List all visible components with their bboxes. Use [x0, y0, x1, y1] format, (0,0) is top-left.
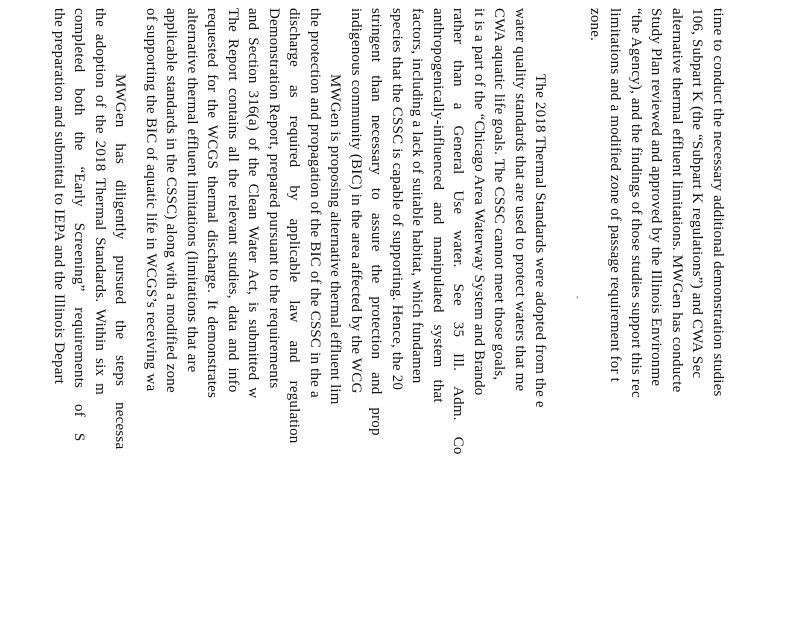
- separator-mark-glyph: -: [573, 296, 583, 299]
- text-line: 106, Subpart K (the “Subpart K regulations”) and CWA Sec: [689, 8, 706, 379]
- text-line: alternative thermal effluent limitations. MWGen has conducte: [669, 8, 685, 393]
- text-line: alternative thermal effluent limitations (limitations that are: [184, 8, 200, 373]
- text-line: the protection and propagation of the BIC of the CSSC in the a: [307, 8, 323, 398]
- text-line: completed both the “Early Screening” requirements of S: [71, 8, 88, 442]
- paragraph-gap: [551, 8, 573, 618]
- separator-mark: [573, 8, 585, 618]
- paragraph-3: [141, 8, 346, 618]
- text-line: and Section 316(a) of the Clean Water Act, is submitted w: [245, 8, 262, 399]
- text-line: of supporting the BIC of aquatic life in WCGS’s receiving wa: [143, 8, 159, 392]
- rotated-text-block: [49, 8, 729, 618]
- text-line: species that the CSSC is capable of supporting. Hence, the 20: [389, 8, 405, 391]
- text-line: MWGen is proposing alternative thermal effluent lim: [327, 74, 344, 405]
- text-line: the preparation and submittal to IEPA and the Illinois Depart: [51, 8, 67, 385]
- text-line: requested for the WCGS thermal discharge. It demonstrates: [204, 8, 221, 399]
- text-line: anthropogenically-influenced and manipulated system that: [430, 8, 446, 403]
- text-line: The Report contains all the relevant studies, data and info: [225, 8, 241, 393]
- text-line: The 2018 Thermal Standards were adopted from the e: [532, 74, 549, 408]
- text-line: the adoption of the 2018 Thermal Standards. Within six m: [92, 8, 108, 395]
- text-line: CWA aquatic life goals. The CSSC cannot meet those goals,: [491, 8, 508, 381]
- text-line: MWGen has diligently pursued the steps necessa: [112, 74, 129, 450]
- text-line: factors, including a lack of suitable habitat, which fundamen: [409, 8, 426, 384]
- paragraph-4: [49, 8, 131, 618]
- text-line: time to conduct the necessary additional demonstration studies: [710, 8, 726, 397]
- text-line: discharge as required by applicable law and regulation: [286, 8, 303, 444]
- paragraph-2: [346, 8, 551, 618]
- text-line: applicable standards in the CSSC) along with a modified zone: [163, 8, 180, 393]
- text-line: “the Agency), and the findings of those studies support this rec: [628, 8, 644, 398]
- text-line: Demonstration Report, prepared pursuant to the requirements: [266, 8, 282, 389]
- text-line: stringent than necessary to assure the protection and prop: [368, 8, 385, 436]
- text-line: it is a part of the “Chicago Area Waterway System and Brando: [471, 8, 487, 396]
- paragraph-gap: [131, 8, 141, 618]
- text-line: limitations and a modified zone of passage requirement for t: [607, 8, 624, 382]
- text-line: Study Plan reviewed and approved by the Illinois Environme: [648, 8, 665, 387]
- text-line: zone.: [587, 8, 603, 42]
- paragraph-1: [585, 8, 729, 618]
- text-line: indigenous community (BIC) in the area affected by the WCG: [348, 8, 364, 394]
- text-line: rather than a General Use water. See 35 Ill. Adm. Co: [450, 8, 467, 455]
- text-line: water quality standards that are used to protect waters that me: [512, 8, 528, 392]
